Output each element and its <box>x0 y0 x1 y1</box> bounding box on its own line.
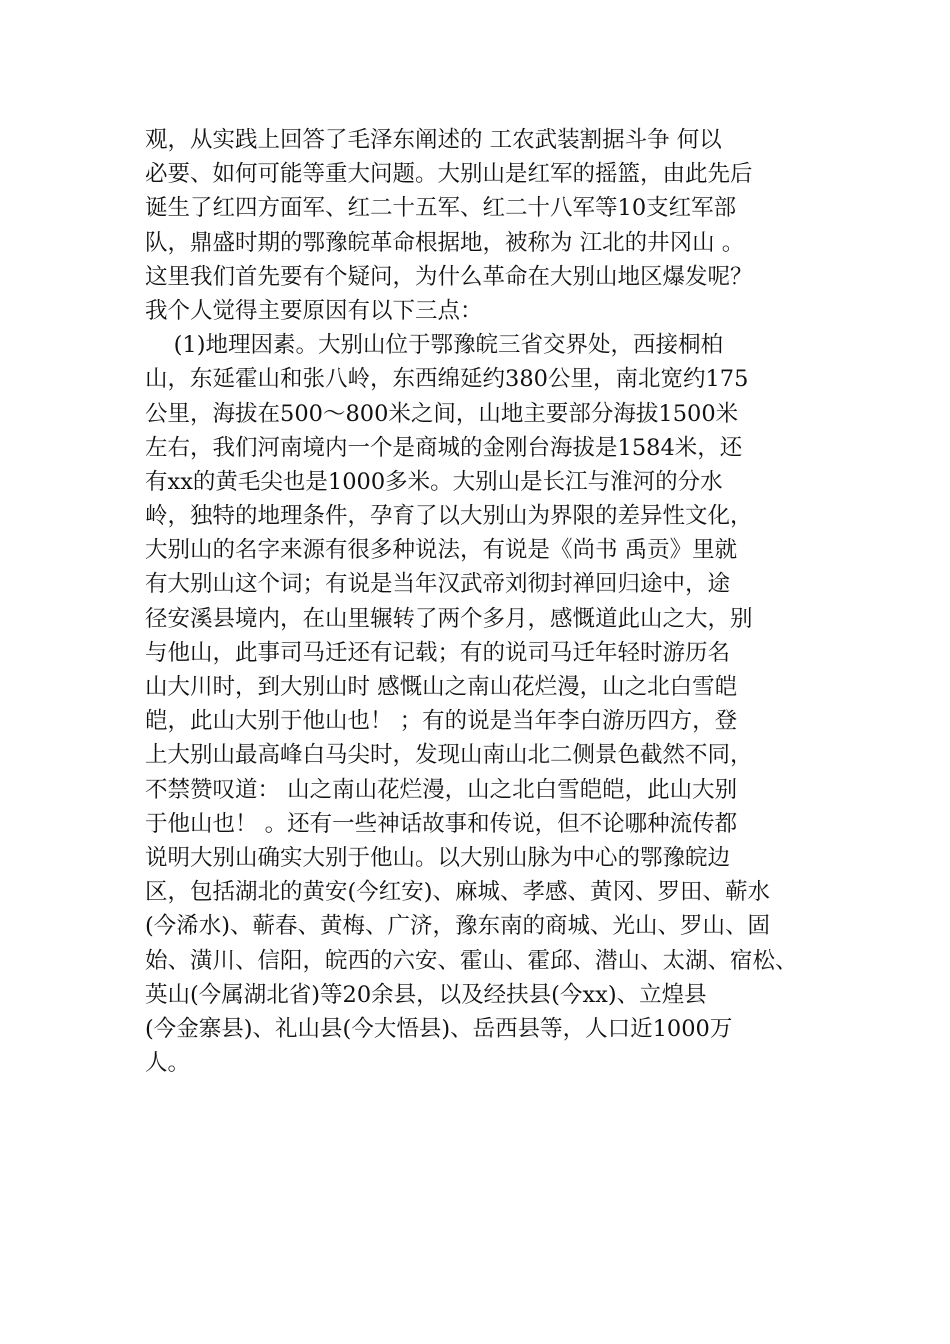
text-line: 左右，我们河南境内一个是商城的金刚台海拔是1584米，还 <box>145 434 743 461</box>
text-line: 于他山也！ 。还有一些神话故事和传说，但不论哪种流传都 <box>145 810 738 837</box>
text-line: 诞生了红四方面军、红二十五军、红二十八军等10支红军部 <box>145 195 737 222</box>
text-line: 不禁赞叹道： 山之南山花烂漫，山之北白雪皑皑，此山大别 <box>145 776 738 803</box>
text-line: 公里，海拔在500～800米之间，山地主要部分海拔1500米 <box>145 400 739 427</box>
text-line: 英山(今属湖北省)等20余县，以及经扶县(今xx)、立煌县 <box>145 981 707 1008</box>
text-line: 上大别山最高峰白马尖时，发现山南山北二侧景色截然不同， <box>145 742 753 769</box>
text-line: 大别山的名字来源有很多种说法，有说是《尚书 禹贡》里就 <box>145 537 738 564</box>
body-text <box>145 123 845 1080</box>
text-line: 有xx的黄毛尖也是1000多米。大别山是长江与淮河的分水 <box>145 468 723 495</box>
text-line: 径安溪县境内，在山里辗转了两个多月，感慨道此山之大，别 <box>145 605 753 632</box>
text-line: 山大川时，到大别山时 感慨山之南山花烂漫，山之北白雪皑 <box>145 674 738 700</box>
text-line: 岭，独特的地理条件，孕育了以大别山为界限的差异性文化， <box>145 503 753 530</box>
text-line: 始、潢川、信阳，皖西的六安、霍山、霍邱、潜山、太湖、宿松、 <box>145 947 798 974</box>
text-line: 我个人觉得主要原因有以下三点： <box>145 297 483 324</box>
text-line: (今金寨县)、礼山县(今大悟县)、岳西县等，人口近1000万 <box>145 1015 733 1042</box>
text-line: 说明大别山确实大别于他山。以大别山脉为中心的鄂豫皖边 <box>145 844 731 871</box>
text-line: (今浠水)、蕲春、黄梅、广济，豫东南的商城、光山、罗山、固 <box>145 913 771 940</box>
text-line: 有大别山这个词；有说是当年汉武帝刘彻封禅回归途中，途 <box>145 571 731 598</box>
text-line: 皑，此山大别于他山也！ ；有的说是当年李白游历四方，登 <box>145 708 738 735</box>
text-line: 队，鼎盛时期的鄂豫皖革命根据地，被称为 江北的井冈山 。 <box>145 229 745 256</box>
text-line: 区，包括湖北的黄安(今红安)、麻城、孝感、黄冈、罗田、蕲水 <box>145 879 771 906</box>
text-line: 山，东延霍山和张八岭，东西绵延约380公里，南北宽约175 <box>145 366 749 393</box>
text-line: (1)地理因素。大别山位于鄂豫皖三省交界处，西接桐柏 <box>145 332 723 359</box>
text-line: 这里我们首先要有个疑问，为什么革命在大别山地区爆发呢？ <box>145 263 753 290</box>
text-line: 观，从实践上回答了毛泽东阐述的 工农武装割据斗争 何以 <box>145 127 722 153</box>
text-line: 必要、如何可能等重大问题。大别山是红军的摇篮，由此先后 <box>145 161 753 188</box>
text-line: 人。 <box>145 1050 191 1077</box>
text-line: 与他山，此事司马迁还有记载；有的说司马迁年轻时游历名 <box>145 639 731 666</box>
